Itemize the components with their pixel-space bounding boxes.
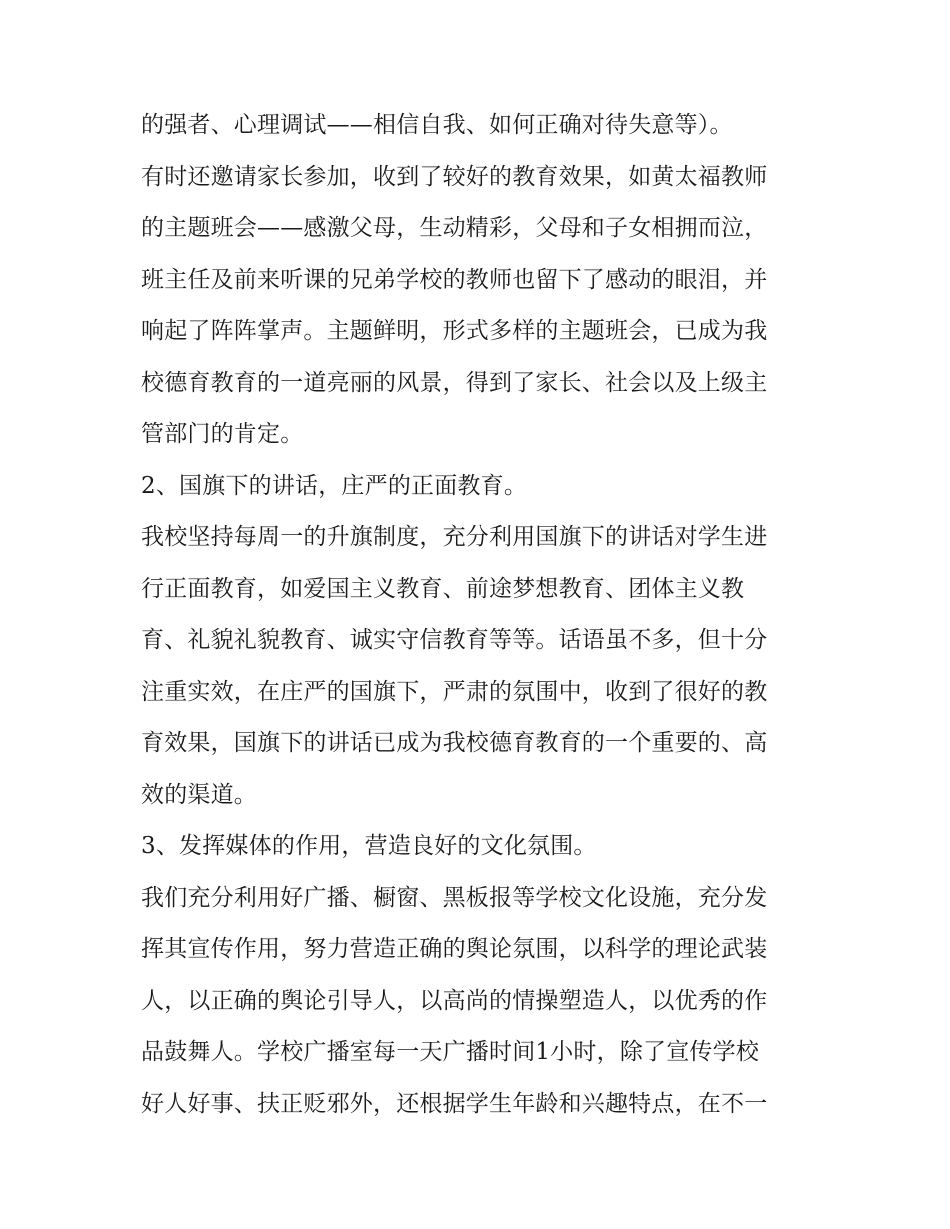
text-line: 班主任及前来听课的兄弟学校的教师也留下了感动的眼泪，并: [141, 266, 768, 293]
text-line: 人，以正确的舆论引导人，以高尚的情操塑造人，以优秀的作: [141, 987, 768, 1014]
text-line: 的强者、心理调试——相信自我、如何正确对待失意等）。: [141, 112, 733, 138]
text-line: 我校坚持每周一的升旗制度，充分利用国旗下的讲话对学生进: [141, 524, 768, 550]
text-line: 响起了阵阵掌声。主题鲜明，形式多样的主题班会，已成为我: [141, 318, 768, 344]
text-line: 注重实效，在庄严的国旗下，严肃的氛围中，收到了很好的教: [141, 678, 768, 705]
text-line: 我们充分利用好广播、橱窗、黑板报等学校文化设施，充分发: [141, 884, 768, 911]
body-text: [141, 100, 821, 1130]
text-line: 有时还邀请家长参加，收到了较好的教育效果，如黄太福教师: [141, 163, 768, 190]
text-line: 育、礼貌礼貌教育、诚实守信教育等等。话语虽不多，但十分: [141, 627, 768, 653]
text-line: 校德育教育的一道亮丽的风景，得到了家长、社会以及上级主: [141, 369, 768, 396]
text-line: 挥其宣传作用，努力营造正确的舆论氛围，以科学的理论武装: [141, 936, 768, 962]
text-line: 的主题班会——感激父母，生动精彩，父母和子女相拥而泣，: [141, 215, 768, 241]
text-line: 好人好事、扶正贬邪外，还根据学生年龄和兴趣特点，在不一: [141, 1090, 768, 1117]
text-line: 效的渠道。: [141, 781, 257, 808]
text-line: 品鼓舞人。学校广播室每一天广播时间1小时，除了宣传学校: [141, 1039, 760, 1065]
section-heading-2: 2、国旗下的讲话，庄严的正面教育。: [141, 472, 528, 499]
text-line: 行正面教育，如爱国主义教育、前途梦想教育、团体主义教: [141, 575, 745, 602]
text-line: 育效果，国旗下的讲话已成为我校德育教育的一个重要的、高: [141, 730, 768, 756]
text-line: 管部门的肯定。: [141, 421, 304, 447]
section-heading-3: 3、发挥媒体的作用，营造良好的文化氛围。: [141, 833, 597, 859]
